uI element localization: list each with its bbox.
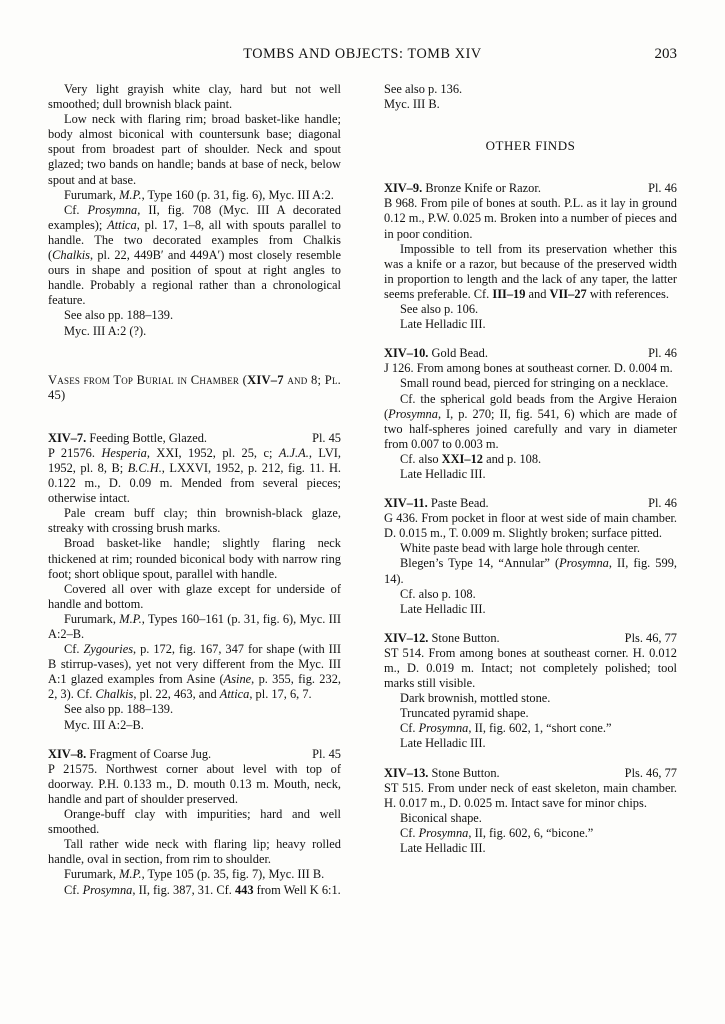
entry-title: Stone Button. — [428, 630, 500, 645]
body-paragraph: Covered all over with glaze except for underside of handle and bottom. — [48, 581, 341, 611]
body-paragraph: Orange-buff clay with impurities; hard and well smoothed. — [48, 807, 341, 837]
body-paragraph: Late Helladic III. — [400, 601, 486, 616]
body-paragraph: Late Helladic III. — [400, 736, 486, 751]
entry-plate-reference: Pl. 45 — [312, 746, 341, 761]
entry-title: Fragment of Coarse Jug. — [86, 746, 212, 761]
entry-number: XIV–12. — [384, 630, 429, 645]
entry-title: Feeding Bottle, Glazed. — [86, 430, 207, 445]
body-paragraph: See also pp. 188–139. — [64, 702, 174, 717]
entry-title: Gold Bead. — [428, 346, 488, 361]
entry-title: Bronze Knife or Razor. — [422, 181, 541, 196]
entry-number: XIV–9. — [384, 181, 423, 196]
column-right — [384, 82, 677, 856]
body-paragraph: Furumark, M.P., Types 160–161 (p. 31, fig. 6), Myc. III A:2–B. — [48, 611, 341, 641]
entry-number: XIV–8. — [48, 746, 87, 761]
body-paragraph: Cf. Prosymna, II, fig. 602, 6, “bicone.” — [400, 825, 594, 840]
entry-plate-reference: Pls. 46, 77 — [624, 765, 677, 780]
vertical-spacer — [48, 733, 341, 747]
subsection-heading: Vases from Top Burial in Chamber (XIV–7 and 8; Pl. 45) — [48, 372, 342, 402]
body-paragraph: Small round bead, pierced for stringing on a necklace. — [400, 376, 669, 391]
body-paragraph: Cf. Prosymna, II, fig. 387, 31. Cf. 443 from Well K 6:1. — [64, 882, 341, 897]
entry-plate-reference: Pl. 46 — [648, 346, 677, 361]
entry-plate-reference: Pl. 46 — [648, 496, 677, 511]
body-paragraph: Cf. Zygouries, p. 172, fig. 167, 347 for shape (with III B stirrup-vases), yet not very different from the Myc. III A:1 glazed examples from Asine (Asine, p. 355, fig. 232, 2, 3). Cf. Chalkis, pl. 22, 463, and Attica, pl. 17, 6, 7. — [48, 642, 342, 702]
body-paragraph: Impossible to tell from its preservation whether this was a knife or a razor, but because of the preserved width in proportion to length and the lack of any taper, the latter seems preferable. Cf. III–19 and VII–27 with references. — [384, 241, 677, 301]
body-paragraph: Cf. also p. 108. — [400, 586, 476, 601]
body-paragraph: Furumark, M.P., Type 105 (p. 35, fig. 7), Myc. III B. — [64, 867, 325, 882]
entry-plate-reference: Pl. 46 — [648, 181, 677, 196]
body-paragraph: Cf. also XXI–12 and p. 108. — [400, 451, 542, 466]
body-paragraph: Truncated pyramid shape. — [400, 706, 529, 721]
vertical-spacer — [384, 482, 677, 496]
entry-number: XIV–10. — [384, 346, 429, 361]
column-left — [48, 82, 341, 898]
vertical-spacer — [384, 153, 677, 167]
body-paragraph: P 21575. Northwest corner about level with top of doorway. P.H. 0.133 m., D. mouth 0.13 m. Mouth, neck, handle and part of shoulder preserved. — [48, 761, 341, 806]
body-paragraph: B 968. From pile of bones at south. P.L. as it lay in ground 0.12 m., P.W. 0.025 m. Broken into a number of pieces and in poor condition. — [384, 196, 677, 241]
entry-number: XIV–13. — [384, 765, 429, 780]
body-paragraph: Furumark, M.P., Type 160 (p. 31, fig. 6), Myc. III A:2. — [64, 187, 334, 202]
vertical-spacer — [384, 112, 677, 138]
body-paragraph: See also pp. 188–139. — [64, 308, 174, 323]
body-paragraph: Tall rather wide neck with flaring lip; heavy rolled handle, oval in section, from rim to shoulder. — [48, 837, 341, 867]
body-paragraph: J 126. From among bones at southeast corner. D. 0.004 m. — [384, 361, 673, 376]
catalogue-entry-heading — [384, 181, 677, 196]
catalogue-entry-heading — [384, 346, 677, 361]
body-paragraph: Blegen’s Type 14, “Annular” (Prosymna, II, fig. 599, 14). — [384, 556, 677, 586]
body-paragraph: Very light grayish white clay, hard but not well smoothed; dull brownish black paint. — [48, 82, 341, 112]
body-paragraph: See also p. 106. — [400, 302, 479, 317]
body-paragraph: P 21576. Hesperia, XXI, 1952, pl. 25, c; A.J.A., LVI, 1952, pl. 8, B; B.C.H., LXXVI, 1952, p. 212, fig. 11. H. 0.122 m., D. 0.09 m. Mended from several pieces; otherwise intact. — [48, 445, 341, 506]
catalogue-entry-heading — [48, 747, 341, 762]
body-paragraph: Pale cream buff clay; thin brownish-black glaze, streaky with crossing brush marks. — [48, 506, 341, 536]
section-heading: OTHER FINDS — [485, 138, 576, 154]
entry-title: Stone Button. — [428, 765, 500, 780]
entry-plate-reference: Pls. 46, 77 — [624, 630, 677, 645]
body-paragraph: Myc. III A:2–B. — [64, 717, 144, 732]
body-paragraph: Cf. Prosymna, II, fig. 708 (Myc. III A decorated examples); Attica, pl. 17, 1–8, all with spouts parallel to handle. The two decorated examples from Chalkis (Chalkis, pl. 22, 449B′ and 449A′) most closely resemble ours in shape and position of spout at right angles to handle. Probably a regional rather than a chronological feature. — [48, 202, 341, 308]
entry-title: Paste Bead. — [427, 496, 489, 511]
body-paragraph: See also p. 136. — [384, 82, 463, 96]
catalogue-entry-heading — [384, 631, 677, 646]
body-paragraph: Late Helladic III. — [400, 841, 486, 856]
entry-plate-reference: Pl. 45 — [312, 430, 341, 445]
catalogue-entry-heading — [48, 431, 341, 446]
body-paragraph: Myc. III B. — [384, 97, 440, 112]
entry-number: XIV–7. — [48, 430, 87, 445]
vertical-spacer — [48, 417, 341, 431]
vertical-spacer — [384, 332, 677, 346]
vertical-spacer — [384, 752, 677, 766]
page-header — [0, 46, 725, 68]
page-number: 203 — [654, 46, 677, 62]
vertical-spacer — [48, 339, 341, 373]
vertical-spacer — [384, 167, 677, 181]
body-paragraph: Biconical shape. — [400, 810, 482, 825]
catalogue-entry-heading — [384, 766, 677, 781]
body-paragraph: G 436. From pocket in floor at west side of main chamber. D. 0.015 m., T. 0.009 m. Slightly broken; surface pitted. — [384, 511, 677, 541]
body-paragraph: Dark brownish, mottled stone. — [400, 691, 551, 706]
body-paragraph: ST 515. From under neck of east skeleton, main chamber. H. 0.017 m., D. 0.025 m. Intact save for minor chips. — [384, 780, 677, 810]
body-paragraph: White paste bead with large hole through center. — [400, 541, 640, 556]
body-paragraph: Cf. the spherical gold beads from the Argive Heraion (Prosymna, I, p. 270; II, fig. 541, 6) which are made of two half-spheres joined carefully and vary in diameter from 0.007 to 0.003 m. — [384, 391, 677, 451]
vertical-spacer — [48, 403, 341, 417]
vertical-spacer — [384, 617, 677, 631]
body-paragraph: Myc. III A:2 (?). — [64, 323, 147, 338]
body-paragraph: Late Helladic III. — [400, 466, 486, 481]
body-paragraph: Late Helladic III. — [400, 317, 486, 332]
catalogue-entry-heading — [384, 496, 677, 511]
body-paragraph: Low neck with flaring rim; broad basket-like handle; body almost biconical with countersunk base; diagonal spout from broadest part of shoulder. Neck and spout glazed; two bands on handle; bands at base of neck, below spout and at base. — [48, 112, 341, 187]
body-paragraph: Cf. Prosymna, II, fig. 602, 1, “short cone.” — [400, 721, 612, 736]
text-columns — [48, 82, 677, 992]
body-paragraph: Broad basket-like handle; slightly flaring neck thickened at rim; rounded biconical body with narrow ring foot; short oblique spout, parallel with handle. — [48, 536, 341, 581]
running-title: TOMBS AND OBJECTS: TOMB XIV — [243, 46, 482, 62]
body-paragraph: ST 514. From among bones at southeast corner. H. 0.012 m., D. 0.019 m. Intact; not completely polished; tool marks still visible. — [384, 645, 677, 691]
entry-number: XIV–11. — [384, 496, 428, 511]
